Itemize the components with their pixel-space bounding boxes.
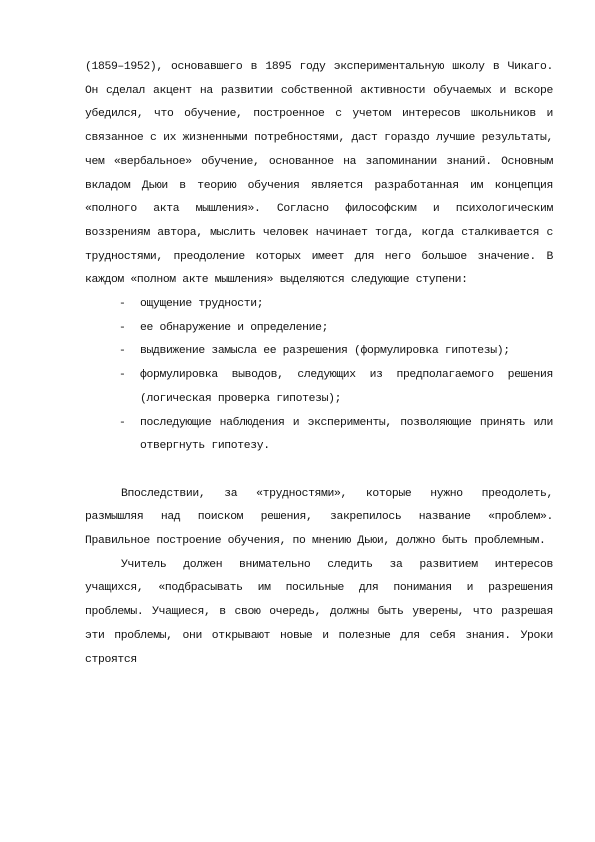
blank-line (85, 459, 553, 483)
list-item (85, 364, 553, 411)
paragraph-problems: Впоследствии, за «трудностями», которые нужно преодолеть, размышляя над поиском решения, закрепилось название «проблем». Правильное построение обучения, по мнению Дьюи, должно быть проблемным. (85, 487, 553, 548)
list-item-text: ее обнаружение и определение; (140, 321, 329, 334)
list-bullet: - (119, 321, 126, 334)
list-item (85, 340, 553, 364)
list-item (85, 293, 553, 317)
list-item-text: последующие наблюдения и эксперименты, позволяющие принять или отвергнуть гипотезу. (140, 416, 553, 453)
list-item-text: ощущение трудности; (140, 298, 264, 311)
list-bullet: - (119, 416, 126, 429)
paragraph-teacher: Учитель должен внимательно следить за развитием интересов учащихся, «подбрасывать им посильные для понимания и разрешения проблемы. Учащиеся, в свою очередь, должны быть уверены, что разрешая эти проблемы, они открывают новые и полезные для себя знания. Уроки строятся (85, 558, 553, 666)
list-bullet: - (119, 369, 126, 382)
list-item-text: выдвижение замысла ее разрешения (формулировка гипотезы); (140, 345, 510, 358)
list-item-text: формулировка выводов, следующих из предполагаемого решения (логическая проверка гипотезы); (140, 369, 553, 405)
list-bullet: - (119, 345, 126, 358)
list-item (85, 317, 553, 341)
list-item (85, 412, 553, 459)
list-bullet: - (119, 298, 126, 311)
thinking-stages-list (85, 293, 553, 459)
paragraph-dewey-intro: (1859–1952), основавшего в 1895 году экспериментальную школу в Чикаго. Он сделал акцент на развитии собственной активности обучаемых и вскоре убедился, что обучение, построенное с учетом интересов школьников и связанное с их жизненными потребностями, даст гораздо лучшие результаты, чем «вербальное» обучение, основанное на запоминании знаний. Основным вкладом Дьюи в теорию обучения является разработанная им концепция «полного акта мышления». Согласно философским и психологическим воззрениям автора, мыслить человек начинает тогда, когда сталкивается с трудностями, преодоление которых имеет для него большое значение. В каждом «полном акте мышления» выделяются следующие ступени: (85, 61, 553, 287)
document-body (85, 56, 553, 672)
